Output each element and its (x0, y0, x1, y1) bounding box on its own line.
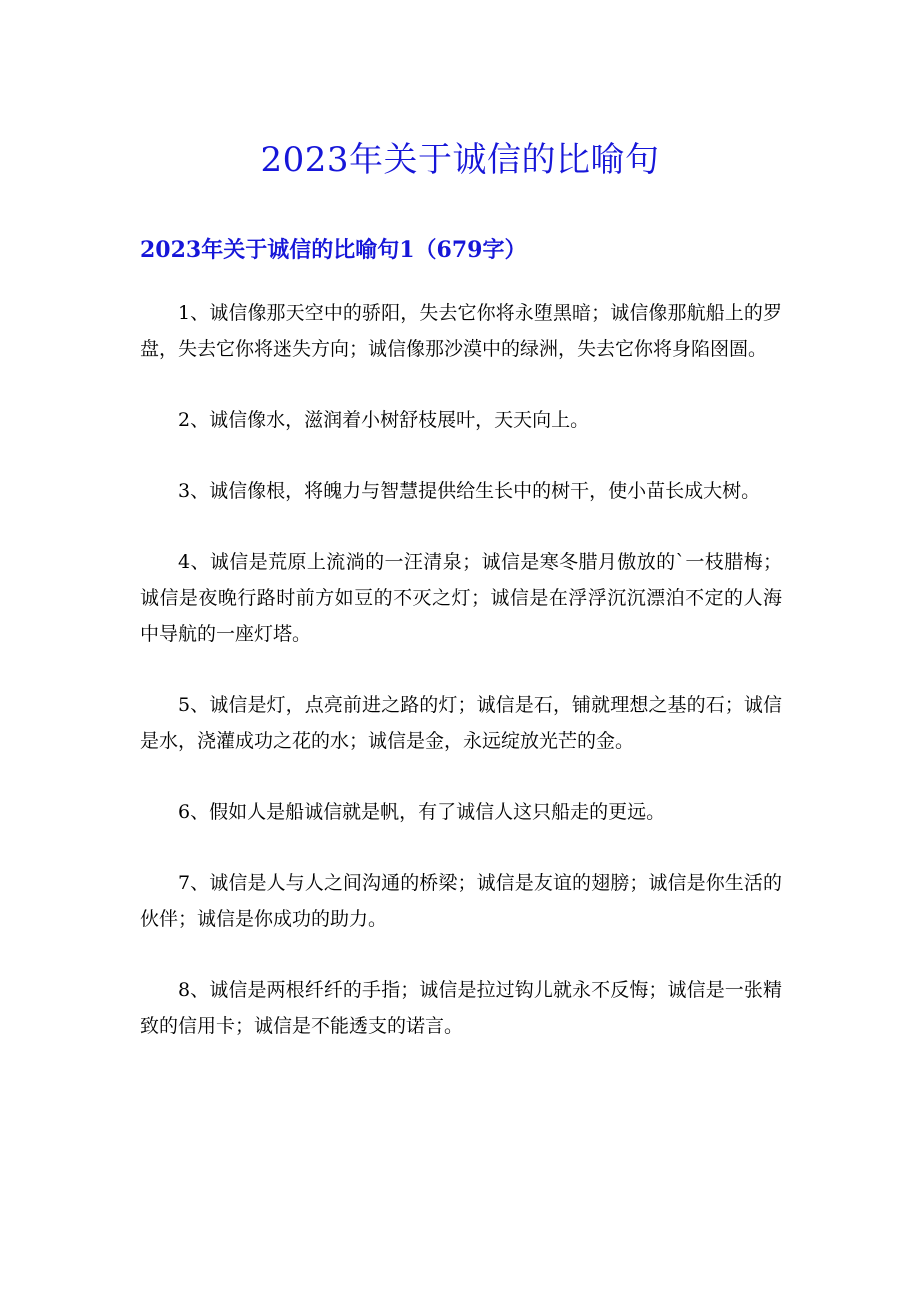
paragraph-4: 4、诚信是荒原上流淌的一汪清泉；诚信是寒冬腊月傲放的`一枝腊梅；诚信是夜晚行路时前方如豆的不灭之灯；诚信是在浮浮沉沉漂泊不定的人海中导航的一座灯塔。 (140, 551, 782, 645)
paragraph-2: 2、诚信像水，滋润着小树舒枝展叶，天天向上。 (178, 409, 590, 431)
document-body (140, 295, 782, 1079)
document-title: 2023年关于诚信的比喻句 (260, 140, 660, 180)
paragraph-7: 7、诚信是人与人之间沟通的桥梁；诚信是友谊的翅膀；诚信是你生活的伙伴；诚信是你成功的助力。 (140, 872, 782, 930)
paragraph-8: 8、诚信是两根纤纤的手指；诚信是拉过钩儿就永不反悔；诚信是一张精致的信用卡；诚信是不能透支的诺言。 (140, 979, 782, 1037)
paragraph-6: 6、假如人是船诚信就是帆，有了诚信人这只船走的更远。 (178, 801, 666, 823)
paragraph-1: 1、诚信像那天空中的骄阳，失去它你将永堕黑暗；诚信像那航船上的罗盘，失去它你将迷失方向；诚信像那沙漠中的绿洲，失去它你将身陷囹圄。 (140, 302, 782, 360)
section-heading: 2023年关于诚信的比喻句1（679字） (140, 237, 527, 263)
paragraph-3: 3、诚信像根，将魄力与智慧提供给生长中的树干，使小苗长成大树。 (178, 480, 761, 502)
paragraph-5: 5、诚信是灯，点亮前进之路的灯；诚信是石，铺就理想之基的石；诚信是水，浇灌成功之花的水；诚信是金，永远绽放光芒的金。 (140, 694, 782, 752)
